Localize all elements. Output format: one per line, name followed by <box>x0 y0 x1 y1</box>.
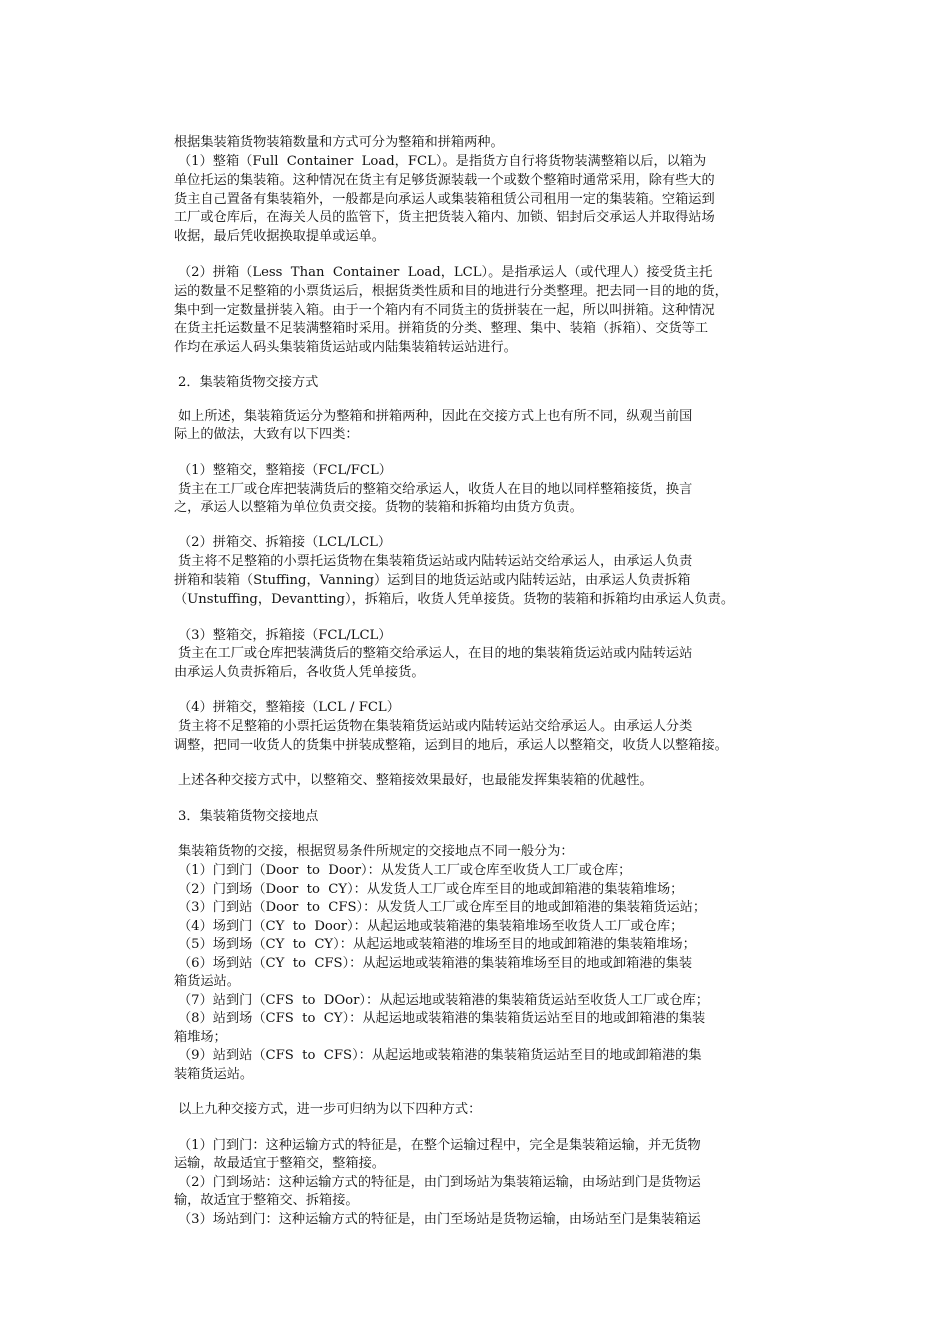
text-line: （4）拼箱交，整箱接（LCL / FCL） <box>178 700 400 715</box>
text-line: （7）站到门（CFS to DOor）：从起运地或装箱港的集装箱货运站至收货人工厂或仓库； <box>178 993 709 1008</box>
text-line: （1）整箱交，整箱接（FCL/FCL） <box>178 463 392 478</box>
text-line: （1）门到门（Door to Door）：从发货人工厂或仓库至收货人工厂或仓库； <box>178 863 632 878</box>
text-line: 根据集装箱货物装箱数量和方式可分为整箱和拼箱两种。 <box>174 135 504 150</box>
text-line: 运的数量不足整箱的小票货运后，根据货类性质和目的地进行分类整理。把去同一目的地的货， <box>174 284 728 299</box>
text-line: （8）站到场（CFS to CY）：从起运地或装箱港的集装箱货运站至目的地或卸箱港的集装 <box>178 1011 706 1026</box>
section-heading: 2．集装箱货物交接方式 <box>178 375 319 390</box>
text-line: 上述各种交接方式中，以整箱交、整箱接效果最好，也最能发挥集装箱的优越性。 <box>178 773 653 788</box>
text-line: （1）门到门：这种运输方式的特征是，在整个运输过程中，完全是集装箱运输，并无货物 <box>178 1138 701 1153</box>
text-line: （2）门到场（Door to CY）：从发货人工厂或仓库至目的地或卸箱港的集装箱堆场； <box>178 882 684 897</box>
text-line: （2）门到场站：这种运输方式的特征是，由门到场站为集装箱运输，由场站到门是货物运 <box>178 1175 701 1190</box>
text-line: 拼箱和装箱（Stuffing，Vanning）运到目的地货运站或内陆转运站，由承运人负责拆箱 <box>174 573 691 588</box>
text-line: 单位托运的集装箱。这种情况在货主有足够货源装载一个或数个整箱时通常采用，除有些大的 <box>174 173 715 188</box>
text-line: 由承运人负责拆箱后，各收货人凭单接货。 <box>174 665 425 680</box>
text-line: 货主将不足整箱的小票托运货物在集装箱货运站或内陆转运站交给承运人。由承运人分类 <box>178 719 693 734</box>
text-line: （5）场到场（CY to CY）：从起运地或装箱港的堆场至目的地或卸箱港的集装箱堆场； <box>178 937 696 952</box>
text-line: 输，故适宜于整箱交、拆箱接。 <box>174 1193 359 1208</box>
text-line: 装箱货运站。 <box>174 1067 254 1082</box>
text-line: （3）场站到门：这种运输方式的特征是，由门至场站是货物运输，由场站至门是集装箱运 <box>178 1212 701 1227</box>
text-line: 工厂或仓库后，在海关人员的监管下，货主把货装入箱内、加锁、铝封后交承运人并取得站场 <box>174 210 715 225</box>
text-line: 在货主托运数量不足装满整箱时采用。拼箱货的分类、整理、集中、装箱（拆箱）、交货等工 <box>174 321 709 336</box>
text-line: 集中到一定数量拼装入箱。由于一个箱内有不同货主的货拼装在一起，所以叫拼箱。这种情况 <box>174 303 715 318</box>
text-line: 作均在承运人码头集装箱货运站或内陆集装箱转运站进行。 <box>174 340 517 355</box>
text-line: （3）整箱交，拆箱接（FCL/LCL） <box>178 628 392 643</box>
text-line: （3）门到站（Door to CFS）：从发货人工厂或仓库至目的地或卸箱港的集装箱货运站； <box>178 900 707 915</box>
text-line: （2）拼箱（Less Than Container Load，LCL）。是指承运人（或代理人）接受货主托 <box>178 265 713 280</box>
text-line: 际上的做法，大致有以下四类： <box>174 427 359 442</box>
text-line: 之，承运人以整箱为单位负责交接。货物的装箱和拆箱均由货方负责。 <box>174 500 583 515</box>
text-line: 货主自己置备有集装箱外，一般都是向承运人或集装箱租赁公司租用一定的集装箱。空箱运到 <box>174 192 715 207</box>
text-line: （Unstuffing，Devantting），拆箱后，收货人凭单接货。货物的装箱和拆箱均由承运人负责。 <box>174 592 735 607</box>
text-line: 货主将不足整箱的小票托运货物在集装箱货运站或内陆转运站交给承运人，由承运人负责 <box>178 554 693 569</box>
text-line: （6）场到站（CY to CFS）：从起运地或装箱港的集装箱堆场至目的地或卸箱港的集装 <box>178 956 693 971</box>
text-line: （9）站到站（CFS to CFS）：从起运地或装箱港的集装箱货运站至目的地或卸箱港的集 <box>178 1048 702 1063</box>
text-line: 集装箱货物的交接，根据贸易条件所规定的交接地点不同一般分为： <box>178 844 574 859</box>
text-line: 货主在工厂或仓库把装满货后的整箱交给承运人，收货人在目的地以同样整箱接货，换言 <box>178 482 693 497</box>
text-line: 如上所述，集装箱货运分为整箱和拼箱两种，因此在交接方式上也有所不同，纵观当前国 <box>178 409 693 424</box>
text-line: 箱堆场； <box>174 1030 227 1045</box>
section-heading: 3．集装箱货物交接地点 <box>178 809 319 824</box>
text-line: （2）拼箱交、拆箱接（LCL/LCL） <box>178 535 392 550</box>
text-line: 以上九种交接方式，进一步可归纳为以下四种方式： <box>178 1102 482 1117</box>
text-line: 调整，把同一收货人的货集中拼装成整箱，运到目的地后，承运人以整箱交，收货人以整箱接。 <box>174 738 728 753</box>
text-line: 收据，最后凭收据换取提单或运单。 <box>174 229 385 244</box>
text-line: （1）整箱（Full Container Load，FCL）。是指货方自行将货物装满整箱以后，以箱为 <box>178 154 707 169</box>
text-line: 货主在工厂或仓库把装满货后的整箱交给承运人，在目的地的集装箱货运站或内陆转运站 <box>178 646 693 661</box>
text-line: 箱货运站。 <box>174 974 240 989</box>
text-line: 运输，故最适宜于整箱交，整箱接。 <box>174 1156 385 1171</box>
text-line: （4）场到门（CY to Door）：从起运地或装箱港的集装箱堆场至收货人工厂或仓库； <box>178 919 684 934</box>
